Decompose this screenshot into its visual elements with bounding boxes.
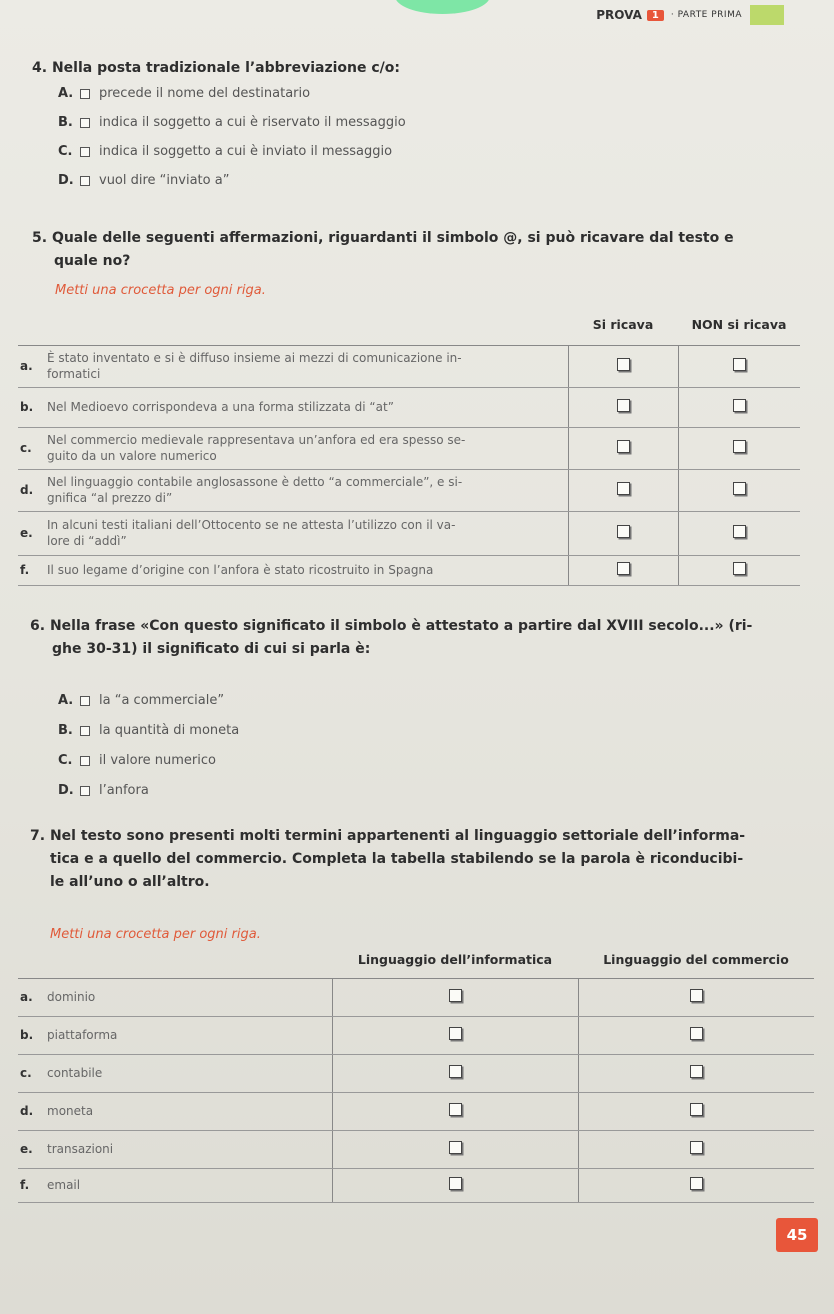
checkbox-cell: [568, 555, 678, 585]
checkbox-cell: [568, 469, 678, 511]
row-text-line: piattaforma: [47, 1028, 118, 1042]
row-letter: f.: [18, 555, 46, 585]
option-text: il valore numerico: [99, 753, 216, 768]
row-checkbox-col1[interactable]: [449, 1103, 462, 1116]
row-text-line: Nel Medioevo corrispondeva a una forma stilizzata di “at”: [47, 400, 394, 414]
answer-option: [58, 173, 229, 188]
q5-instruction: Metti una crocetta per ogni riga.: [55, 283, 266, 298]
col-header-non-si-ricava: NON si ricava: [678, 305, 800, 345]
row-checkbox-col2[interactable]: [733, 440, 746, 453]
option-letter: A.: [58, 693, 74, 708]
table-row: [18, 1168, 814, 1202]
row-text: [46, 1092, 332, 1130]
row-checkbox-col1[interactable]: [449, 1177, 462, 1190]
row-text-line: lore di “addì”: [47, 534, 127, 548]
q7-table: [18, 942, 814, 1203]
table-row: [18, 555, 800, 585]
col-header-commercio: Linguaggio del commercio: [578, 942, 814, 978]
table-row: [18, 1054, 814, 1092]
row-text-line: guito da un valore numerico: [47, 449, 217, 463]
row-text: [46, 387, 568, 427]
answer-option: [58, 86, 310, 101]
row-checkbox-col2[interactable]: [733, 358, 746, 371]
question-text-line3: le all’uno o all’altro.: [50, 874, 210, 890]
row-checkbox-col2[interactable]: [690, 1103, 703, 1116]
row-text: [46, 555, 568, 585]
row-checkbox-col2[interactable]: [733, 562, 746, 575]
checkbox-cell: [678, 345, 800, 387]
table-row: [18, 511, 800, 555]
question-6: [30, 615, 820, 661]
checkbox-cell: [568, 387, 678, 427]
question-number: 6.: [30, 618, 46, 634]
row-text: [46, 511, 568, 555]
checkbox-cell: [678, 469, 800, 511]
question-number: 7.: [30, 828, 46, 844]
option-text: l’anfora: [99, 783, 149, 798]
row-text: [46, 1054, 332, 1092]
option-text: precede il nome del destinatario: [99, 86, 311, 101]
part-label: · PARTE PRIMA: [670, 10, 742, 20]
table-row: [18, 978, 814, 1016]
option-text: indica il soggetto a cui è riservato il messaggio: [99, 115, 406, 130]
table-row: [18, 427, 800, 469]
row-checkbox-col2[interactable]: [690, 1027, 703, 1040]
page-number: 45: [776, 1218, 818, 1252]
checkbox-cell: [578, 1130, 814, 1168]
question-text-line2: quale no?: [54, 253, 131, 269]
answer-option: [58, 115, 406, 130]
checkbox-cell: [678, 427, 800, 469]
question-text-line1: Nel testo sono presenti molti termini appartenenti al linguaggio settoriale dell’informa-: [49, 828, 746, 844]
checkbox-cell: [332, 978, 578, 1016]
row-checkbox-col1[interactable]: [617, 358, 630, 371]
checkbox-cell: [578, 1054, 814, 1092]
checkbox-cell: [332, 1092, 578, 1130]
question-number: 5.: [32, 230, 48, 246]
table-row: [18, 387, 800, 427]
question-number: 4.: [32, 60, 48, 76]
row-letter: c.: [18, 427, 46, 469]
row-checkbox-col1[interactable]: [617, 399, 630, 412]
row-text: [46, 978, 332, 1016]
checkbox-cell: [332, 1016, 578, 1054]
checkbox-cell: [332, 1054, 578, 1092]
green-corner-mark: [395, 0, 490, 14]
option-checkbox[interactable]: [80, 147, 90, 157]
checkbox-cell: [678, 555, 800, 585]
row-checkbox-col2[interactable]: [733, 399, 746, 412]
q5-table: [18, 305, 800, 586]
question-5: [32, 227, 822, 273]
question-4: [32, 57, 400, 80]
table-row: [18, 1016, 814, 1054]
row-checkbox-col2[interactable]: [690, 989, 703, 1002]
answer-option: [58, 753, 216, 768]
option-text: la “a commerciale”: [99, 693, 225, 708]
option-letter: C.: [58, 753, 73, 768]
option-letter: D.: [58, 173, 74, 188]
row-text: [46, 469, 568, 511]
row-checkbox-col1[interactable]: [617, 440, 630, 453]
row-text-line: In alcuni testi italiani dell’Ottocento se ne attesta l’utilizzo con il va-: [47, 518, 456, 532]
option-checkbox[interactable]: [80, 89, 90, 99]
header-color-tab: [750, 5, 784, 25]
row-letter: e.: [18, 511, 46, 555]
checkbox-cell: [578, 978, 814, 1016]
row-text-line: email: [47, 1178, 81, 1192]
option-checkbox[interactable]: [80, 756, 90, 766]
row-checkbox-col1[interactable]: [449, 1141, 462, 1154]
row-letter: a.: [18, 345, 46, 387]
row-checkbox-col1[interactable]: [617, 525, 630, 538]
row-checkbox-col2[interactable]: [690, 1141, 703, 1154]
row-checkbox-col1[interactable]: [449, 1027, 462, 1040]
option-checkbox[interactable]: [80, 696, 90, 706]
row-letter: e.: [18, 1130, 46, 1168]
table-row: [18, 345, 800, 387]
row-letter: d.: [18, 1092, 46, 1130]
checkbox-cell: [332, 1130, 578, 1168]
row-text-line: contabile: [47, 1066, 103, 1080]
table-row: [18, 1092, 814, 1130]
row-text-line: moneta: [47, 1104, 94, 1118]
table-row: [18, 1130, 814, 1168]
checkbox-cell: [678, 511, 800, 555]
checkbox-cell: [568, 427, 678, 469]
option-letter: C.: [58, 144, 73, 159]
page-header: [596, 5, 784, 25]
option-text: vuol dire “inviato a”: [99, 173, 230, 188]
checkbox-cell: [678, 387, 800, 427]
row-text: [46, 1016, 332, 1054]
row-text-line: Il suo legame d’origine con l’anfora è stato ricostruito in Spagna: [47, 563, 434, 577]
row-text-line: Nel linguaggio contabile anglosassone è detto “a commerciale”, e si-: [47, 475, 463, 489]
checkbox-cell: [568, 345, 678, 387]
option-letter: B.: [58, 115, 73, 130]
question-text-line1: Quale delle seguenti affermazioni, riguardanti il simbolo @, si può ricavare dal testo e: [51, 230, 734, 246]
row-checkbox-col2[interactable]: [733, 525, 746, 538]
row-text-line: formatici: [47, 367, 101, 381]
row-text-line: È stato inventato e si è diffuso insieme ai mezzi di comunicazione in-: [47, 351, 462, 365]
col-header-informatica: Linguaggio dell’informatica: [332, 942, 578, 978]
row-checkbox-col2[interactable]: [733, 482, 746, 495]
option-letter: B.: [58, 723, 73, 738]
row-checkbox-col2[interactable]: [690, 1177, 703, 1190]
row-text: [46, 1130, 332, 1168]
question-text-line2: tica e a quello del commercio. Completa la tabella stabilendo se la parola è riconducibi-: [50, 851, 744, 867]
answer-option: [58, 144, 392, 159]
row-text: [46, 427, 568, 469]
option-letter: D.: [58, 783, 74, 798]
prova-number-badge: 1: [647, 10, 664, 21]
option-letter: A.: [58, 86, 74, 101]
table-row: [18, 469, 800, 511]
checkbox-cell: [332, 1168, 578, 1202]
answer-option: [58, 723, 239, 738]
question-7: [30, 825, 830, 894]
row-text-line: dominio: [47, 990, 96, 1004]
option-checkbox[interactable]: [80, 176, 90, 186]
row-letter: c.: [18, 1054, 46, 1092]
checkbox-cell: [578, 1016, 814, 1054]
q7-instruction: Metti una crocetta per ogni riga.: [50, 927, 261, 942]
row-text-line: Nel commercio medievale rappresentava un’anfora ed era spesso se-: [47, 433, 466, 447]
row-letter: a.: [18, 978, 46, 1016]
checkbox-cell: [578, 1092, 814, 1130]
option-checkbox[interactable]: [80, 118, 90, 128]
row-letter: b.: [18, 387, 46, 427]
row-checkbox-col1[interactable]: [617, 482, 630, 495]
answer-option: [58, 693, 224, 708]
row-text: [46, 345, 568, 387]
checkbox-cell: [568, 511, 678, 555]
option-checkbox[interactable]: [80, 786, 90, 796]
row-checkbox-col2[interactable]: [690, 1065, 703, 1078]
row-letter: b.: [18, 1016, 46, 1054]
row-letter: f.: [18, 1168, 46, 1202]
option-checkbox[interactable]: [80, 726, 90, 736]
prova-label: PROVA: [596, 8, 642, 22]
col-header-si-ricava: Si ricava: [568, 305, 678, 345]
row-checkbox-col1[interactable]: [449, 989, 462, 1002]
row-text-line: gnifica “al prezzo di”: [47, 491, 173, 505]
row-checkbox-col1[interactable]: [617, 562, 630, 575]
question-text: Nella posta tradizionale l’abbreviazione c/o:: [51, 60, 400, 76]
row-text-line: transazioni: [47, 1142, 114, 1156]
option-text: indica il soggetto a cui è inviato il messaggio: [99, 144, 393, 159]
question-text-line1: Nella frase «Con questo significato il simbolo è attestato a partire dal XVIII secolo...» (ri-: [49, 618, 753, 634]
row-letter: d.: [18, 469, 46, 511]
checkbox-cell: [578, 1168, 814, 1202]
row-checkbox-col1[interactable]: [449, 1065, 462, 1078]
row-text: [46, 1168, 332, 1202]
option-text: la quantità di moneta: [99, 723, 240, 738]
answer-option: [58, 783, 149, 798]
question-text-line2: ghe 30-31) il significato di cui si parla è:: [52, 641, 371, 657]
